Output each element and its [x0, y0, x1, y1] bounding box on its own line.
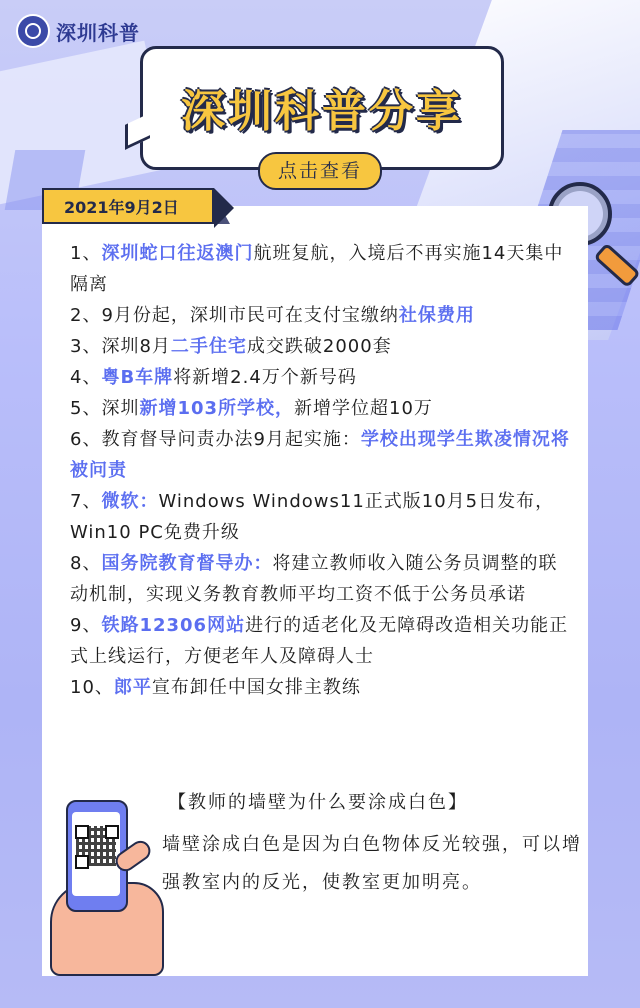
news-highlight: 新增103所学校， [139, 398, 295, 419]
news-text: 航班复航，入境后不再实施14天集中隔离 [70, 243, 564, 295]
view-button[interactable]: 点击查看 [258, 152, 382, 190]
news-number: 8、 [70, 553, 102, 574]
news-item [70, 238, 570, 300]
news-highlight: 学校出现学生欺凌情况将被问责 [70, 429, 570, 481]
seal-icon [16, 14, 50, 48]
news-text: 宣布卸任中国女排主教练 [151, 677, 361, 698]
phone-illustration [44, 786, 164, 976]
news-item [70, 424, 570, 486]
news-item [70, 300, 570, 331]
news-text: 教育督导问责办法9月起实施： [101, 429, 361, 450]
news-highlight: 二手住宅 [170, 336, 247, 357]
news-number: 5、 [70, 398, 102, 419]
news-highlight: 粤B车牌 [101, 367, 174, 388]
news-text: 将新增2.4万个新号码 [173, 367, 357, 388]
qa-title: 【教师的墙壁为什么要涂成白色】 [168, 792, 468, 813]
page-title: 深圳科普分享 [181, 86, 463, 137]
news-highlight: 深圳蛇口往返澳门 [101, 243, 254, 264]
news-number: 10、 [70, 677, 114, 698]
news-item [70, 548, 570, 610]
news-text: 深圳 [101, 398, 140, 419]
news-highlight: 铁路12306网站 [101, 615, 246, 636]
news-number: 3、 [70, 336, 102, 357]
news-text: 新增学位超10万 [294, 398, 433, 419]
news-number: 9、 [70, 615, 102, 636]
news-item [70, 331, 570, 362]
news-item [70, 610, 570, 672]
news-number: 1、 [70, 243, 102, 264]
qa-body: 墙壁涂成白色是因为白色物体反光较强，可以增强教室内的反光，使教室更加明亮。 [162, 834, 582, 893]
news-number: 6、 [70, 429, 102, 450]
news-text: 将建立教师收入随公务员调整的联动机制，实现义务教育教师平均工资不低于公务员承诺 [70, 553, 558, 605]
news-highlight: 郎平 [113, 677, 152, 698]
logo-text: 深圳科普 [56, 20, 140, 45]
news-text: 进行的适老化及无障碍改造相关功能正式上线运行，方便老年人及障碍人士 [70, 615, 569, 667]
news-number: 4、 [70, 367, 102, 388]
news-list [70, 238, 570, 703]
news-highlight: 社保费用 [398, 305, 475, 326]
news-text: 深圳8月 [101, 336, 171, 357]
brand-logo [16, 14, 140, 48]
news-number: 7、 [70, 491, 102, 512]
news-number: 2、 [70, 305, 102, 326]
news-item [70, 393, 570, 424]
news-text: 9月份起，深圳市民可在支付宝缴纳 [101, 305, 399, 326]
news-highlight: 微软： [101, 491, 159, 512]
news-item [70, 362, 570, 393]
news-text: Windows Windows11正式版10月5日发布，Win10 PC免费升级 [70, 491, 555, 543]
news-item [70, 486, 570, 548]
news-item [70, 672, 570, 703]
news-highlight: 国务院教育督导办： [101, 553, 273, 574]
date-badge: 2021年9月2日 [42, 188, 214, 224]
news-text: 成交跌破2000套 [246, 336, 392, 357]
